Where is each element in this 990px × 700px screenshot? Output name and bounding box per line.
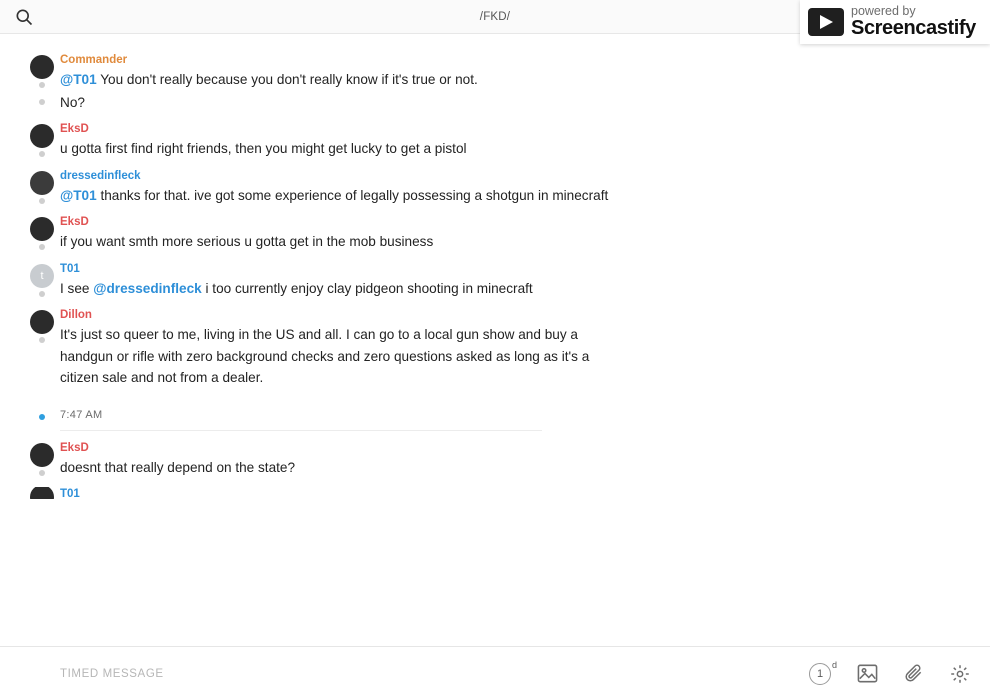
message-text: u gotta first find right friends, then you might get lucky to get a pistol [60, 141, 467, 156]
read-dot [39, 82, 45, 88]
read-dot [39, 198, 45, 204]
read-dot [39, 151, 45, 157]
paperclip-icon[interactable] [904, 663, 924, 684]
message-list[interactable] [0, 34, 990, 646]
avatar[interactable] [30, 310, 54, 334]
sparkle-icon[interactable] [950, 664, 970, 684]
message-author: Dillon [60, 309, 92, 321]
message-text: No? [60, 94, 85, 110]
message-author: EksD [60, 441, 89, 454]
divider-line [60, 430, 542, 431]
message-body [60, 278, 620, 300]
message-item [14, 92, 976, 114]
avatar[interactable] [30, 487, 54, 499]
mention[interactable]: @T01 [60, 187, 97, 203]
time-divider [14, 405, 976, 431]
message-text-pre: I see [60, 280, 94, 296]
message-item [14, 122, 976, 160]
top-bar [0, 0, 990, 40]
message-author: EksD [60, 123, 89, 135]
mention[interactable]: @dressedinfleck [93, 280, 202, 296]
room-title: /FKD/ [479, 10, 511, 23]
message-item [14, 53, 976, 91]
avatar[interactable] [30, 264, 54, 288]
message-text: doesnt that really depend on the state? [60, 459, 296, 475]
badge-brand-label: Screencastify [851, 17, 976, 40]
read-dot [39, 244, 45, 250]
read-dot [39, 470, 45, 476]
avatar[interactable] [30, 124, 54, 148]
timestamp: 7:47 AM [60, 408, 103, 421]
message-input[interactable]: TIMED MESSAGE [60, 667, 164, 680]
mention[interactable]: @T01 [60, 72, 97, 87]
message-author: Commander [60, 54, 128, 66]
message-item [14, 308, 976, 389]
avatar[interactable] [30, 171, 54, 195]
partial-message-bottom [14, 487, 976, 499]
unread-dot [39, 414, 45, 420]
message-text: thanks for that. ive got some experience of legally possessing a shotgun in minecraft [96, 187, 609, 203]
message-text: if you want smth more serious u gotta get in the mob business [60, 234, 434, 249]
message-text: You don't really because you don't really know if it's true or not. [96, 72, 478, 87]
message-item [14, 262, 976, 300]
avatar[interactable] [30, 217, 54, 241]
message-author: dressedinfleck [60, 169, 141, 182]
message-body [60, 185, 620, 207]
avatar-initial: t [40, 269, 44, 282]
message-author: T01 [60, 262, 80, 275]
message-body [60, 69, 620, 91]
message-item [14, 441, 976, 479]
read-dot [39, 337, 45, 343]
composer-tools [809, 659, 970, 685]
message-author: T01 [60, 488, 80, 499]
timer-unit: d [831, 659, 837, 670]
timer-value: 1 [816, 667, 824, 680]
play-icon [808, 8, 844, 36]
message-text: It's just so queer to me, living in the US and all. I can go to a local gun show and buy a handgun or rifle with zero background checks and zero questions asked as long as it's a citizen sale and not from a dealer. [60, 327, 590, 385]
screencastify-badge [800, 0, 990, 44]
message-composer [0, 646, 990, 700]
timed-message-button[interactable] [809, 659, 837, 685]
search-icon[interactable] [14, 7, 34, 27]
read-dot [39, 99, 45, 105]
message-text: i too currently enjoy clay pidgeon shooting in minecraft [201, 280, 533, 296]
image-icon[interactable] [857, 664, 878, 683]
message-author: EksD [60, 216, 89, 228]
badge-powered-label: powered by [851, 4, 916, 19]
read-dot [39, 291, 45, 297]
message-item [14, 215, 976, 253]
avatar[interactable] [30, 443, 54, 467]
message-item [14, 169, 976, 207]
avatar[interactable] [30, 55, 54, 79]
